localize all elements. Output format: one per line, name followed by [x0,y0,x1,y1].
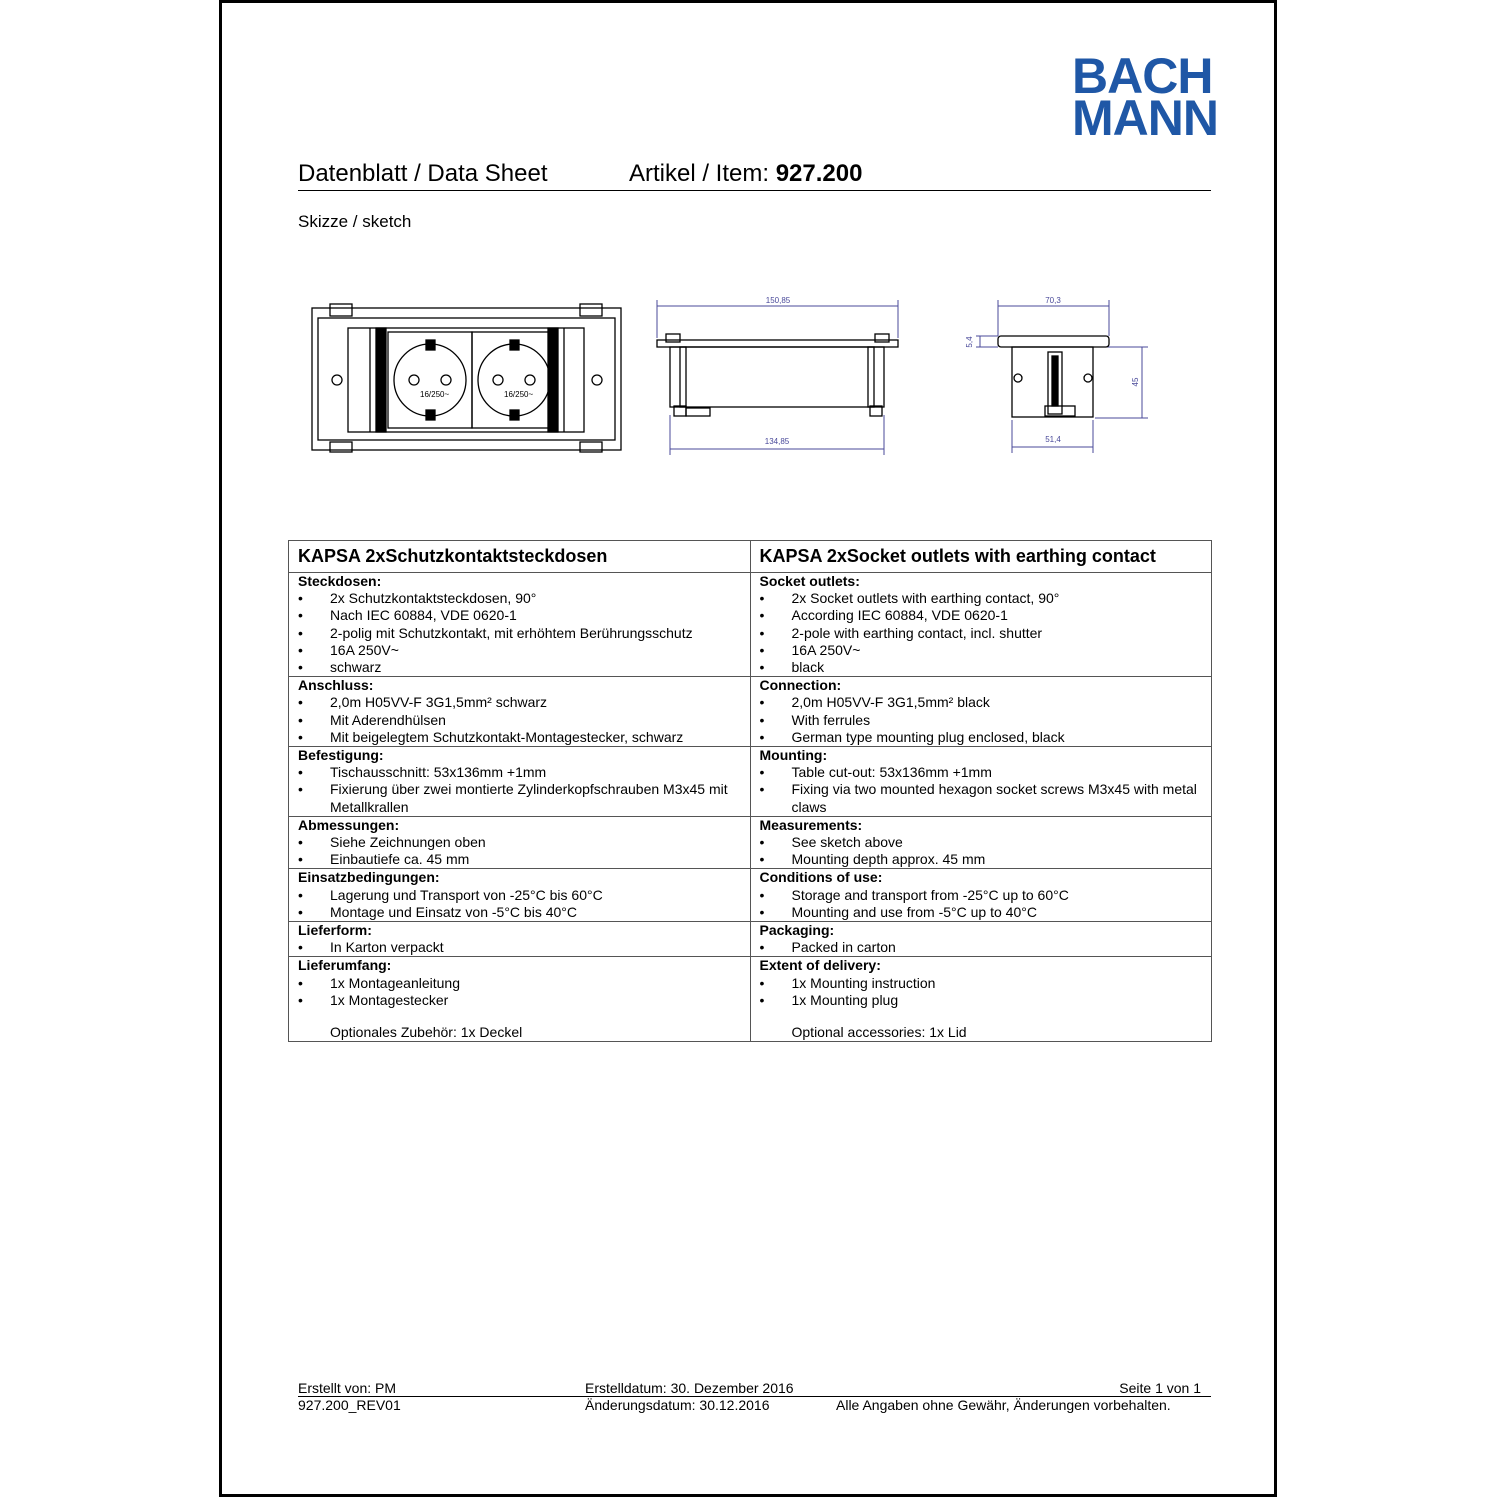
specification-table [288,540,1212,1042]
list-item: • Storage and transport from -25°C up to 60°C [760,887,1204,904]
dim-side-depth: 45 [1131,377,1140,387]
dim-bottom-width: 134,85 [764,437,790,446]
dim-side-bottom: 51,4 [1045,435,1061,444]
list-item: • 16A 250V~ [760,642,1204,659]
logo-line-1: BACH [1072,48,1213,104]
spec-row-delivery [289,957,1212,1042]
side-view-drawing [976,300,1148,453]
list-item: • 1x Mounting plug [760,992,1204,1009]
document-footer [298,1380,1211,1413]
list-item: • 2,0m H05VV-F 3G1,5mm² schwarz [298,694,742,711]
document-header [298,160,1211,191]
section-title: Einsatzbedingungen: [298,869,440,886]
section-title: Socket outlets: [759,573,860,589]
document-title: Datenblatt / Data Sheet [298,160,548,187]
list-item: • Lagerung und Transport von -25°C bis 60°C [298,887,742,904]
list-item: • According IEC 60884, VDE 0620-1 [760,607,1204,624]
section-title: Connection: [759,677,842,694]
top-view-drawing [657,300,898,455]
spec-cell-de [289,922,751,957]
list-item: • Fixierung über zwei montierte Zylinderkopfschrauben M3x45 mit Metallkrallen [298,781,742,815]
spec-cell-de [289,573,751,677]
list-item: • 2-polig mit Schutzkontakt, mit erhöhtem Berührungsschutz [298,625,742,642]
list-item: • With ferrules [760,712,1204,729]
list-item: • 2,0m H05VV-F 3G1,5mm² black [760,694,1204,711]
list-item: • 2-pole with earthing contact, incl. shutter [760,625,1204,642]
section-title: Anschluss: [298,677,374,694]
section-title: Befestigung: [298,747,384,764]
section-title: Extent of delivery: [759,957,881,974]
list-item: • Siehe Zeichnungen oben [298,834,742,851]
spec-cell-en [750,957,1212,1042]
section-title: Packaging: [759,922,835,939]
list-item: • Mit beigelegtem Schutzkontakt-Montagestecker, schwarz [298,729,742,746]
spec-row-mounting [289,747,1212,817]
footer-row-2 [298,1397,1211,1413]
section-title: Lieferform: [298,922,372,939]
list-item: • See sketch above [760,834,1204,851]
spec-row-conditions [289,869,1212,922]
list-item: • 2x Socket outlets with earthing contact, 90° [760,590,1204,607]
list-item: • In Karton verpackt [298,939,742,956]
spec-cell-en [750,922,1212,957]
item-number: 927.200 [775,160,863,187]
spec-cell-de [289,957,751,1042]
spec-row-measurements [289,816,1212,869]
bachmann-logo [1072,48,1218,146]
technical-drawings [300,290,1160,470]
list-item: • Mounting depth approx. 45 mm [760,851,1204,868]
section-title: Conditions of use: [759,869,883,886]
spec-row-connection [289,677,1212,747]
optional-accessories-note: Optional accessories: 1x Lid [791,1024,967,1041]
list-item: • schwarz [298,659,742,676]
list-item: • Nach IEC 60884, VDE 0620-1 [298,607,742,624]
list-item: • Packed in carton [760,939,1204,956]
list-item: • Mounting and use from -5°C up to 40°C [760,904,1204,921]
logo-line-2: MANN [1072,90,1218,146]
list-item: • 1x Mounting instruction [760,975,1204,992]
footer-created-date: Erstelldatum: 30. Dezember 2016 [585,1380,794,1396]
footer-disclaimer: Alle Angaben ohne Gewähr, Änderungen vorbehalten. [836,1397,1171,1413]
dim-side-top: 70,3 [1045,296,1061,305]
footer-row-1 [298,1380,1211,1397]
front-view-drawing [312,304,621,452]
list-item: • 1x Montagestecker [298,992,742,1009]
spec-cell-de [289,747,751,817]
spec-cell-en [750,869,1212,922]
spec-cell-de [289,869,751,922]
item-heading [629,160,862,188]
socket-rating-right: 16/250~ [504,390,534,399]
footer-created-by: Erstellt von: PM [298,1380,397,1396]
section-title: Steckdosen: [298,573,382,589]
item-prefix: Artikel / Item: [629,160,776,187]
section-title: Mounting: [759,747,828,764]
spec-cell-de [289,677,751,747]
footer-doc-id: 927.200_REV01 [298,1397,401,1413]
spec-cell-en [750,747,1212,817]
list-item: • German type mounting plug enclosed, black [760,729,1204,746]
spec-row-sockets [289,573,1212,677]
list-item: • Tischausschnitt: 53x136mm +1mm [298,764,742,781]
section-title: Abmessungen: [298,816,400,833]
dim-top-width: 150,85 [765,296,791,305]
footer-page-number: Seite 1 von 1 [1119,1380,1201,1396]
spec-cell-en [750,816,1212,869]
spec-cell-en [750,573,1212,677]
section-title: Lieferumfang: [298,957,392,974]
spec-cell-en [750,677,1212,747]
spec-header-en: KAPSA 2xSocket outlets with earthing contact [750,541,1212,573]
footer-modified-date: Änderungsdatum: 30.12.2016 [585,1397,770,1413]
list-item: • 1x Montageanleitung [298,975,742,992]
section-title: Measurements: [759,816,863,833]
list-item: • Table cut-out: 53x136mm +1mm [760,764,1204,781]
spec-cell-de [289,816,751,869]
list-item: • Einbautiefe ca. 45 mm [298,851,742,868]
spec-header-de: KAPSA 2xSchutzkontaktsteckdosen [289,541,751,573]
socket-rating-left: 16/250~ [420,390,450,399]
list-item: • Mit Aderendhülsen [298,712,742,729]
list-item: • black [760,659,1204,676]
list-item: • Fixing via two mounted hexagon socket screws M3x45 with metal claws [760,781,1204,815]
dim-side-flange: 5,4 [965,336,974,348]
list-item: • 16A 250V~ [298,642,742,659]
sketch-label: Skizze / sketch [298,212,412,231]
spec-row-packaging [289,922,1212,957]
optional-accessories-note: Optionales Zubehör: 1x Deckel [330,1024,523,1041]
list-item: • Montage und Einsatz von -5°C bis 40°C [298,904,742,921]
list-item: • 2x Schutzkontaktsteckdosen, 90° [298,590,742,607]
spec-header-row [289,541,1212,573]
